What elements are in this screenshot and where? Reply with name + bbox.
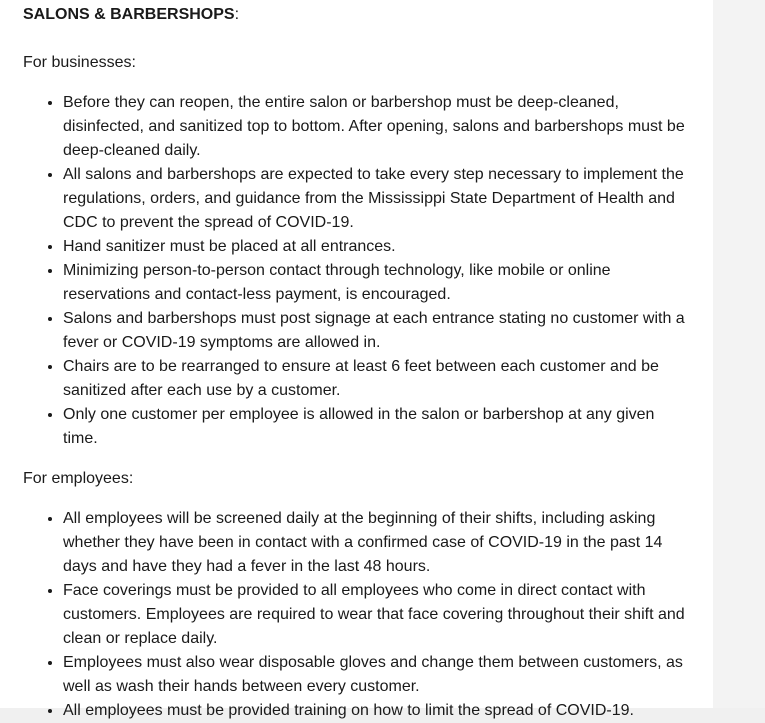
businesses-label: For businesses: xyxy=(23,54,136,71)
businesses-rules-list xyxy=(23,91,693,451)
list-item: • Before they can reopen, the entire salon or barbershop must be deep-cleaned, disinfected, and sanitized top to bottom. After opening, salons and barbershops must be deep-cleaned daily. xyxy=(63,91,693,163)
page-side-margin xyxy=(713,0,765,708)
list-item: • All employees will be screened daily at the beginning of their shifts, including asking whether they have been in contact with a confirmed case of COVID-19 in the past 14 days and have they had a fever in the last 48 hours. xyxy=(63,507,693,579)
list-item: • Employees must also wear disposable gloves and change them between customers, as well as wash their hands between every customer. xyxy=(63,651,693,699)
list-item: • Minimizing person-to-person contact through technology, like mobile or online reservations and contact-less payment, is encouraged. xyxy=(63,259,693,307)
list-item: • Salons and barbershops must post signage at each entrance stating no customer with a fever or COVID-19 symptoms are allowed in. xyxy=(63,307,693,355)
list-item: • All salons and barbershops are expected to take every step necessary to implement the regulations, orders, and guidance from the Mississippi State Department of Health and CDC to prevent the spread of COVID-19. xyxy=(63,163,693,235)
list-item: • Hand sanitizer must be placed at all entrances. xyxy=(63,235,693,259)
section-heading xyxy=(23,3,693,27)
list-item: • All employees must be provided training on how to limit the spread of COVID-19. xyxy=(63,699,693,723)
employees-label: For employees: xyxy=(23,470,134,487)
employees-rules-list xyxy=(23,507,693,723)
list-item: • Face coverings must be provided to all employees who come in direct contact with customers. Employees are required to wear that face covering throughout their shift and clean or replace daily. xyxy=(63,579,693,651)
list-item: • Only one customer per employee is allowed in the salon or barbershop at any given time. xyxy=(63,403,693,451)
list-item: • Chairs are to be rearranged to ensure at least 6 feet between each customer and be sanitized after each use by a customer. xyxy=(63,355,693,403)
section-heading-colon: : xyxy=(234,6,240,23)
section-heading-title: SALONS & BARBERSHOPS xyxy=(23,6,235,23)
